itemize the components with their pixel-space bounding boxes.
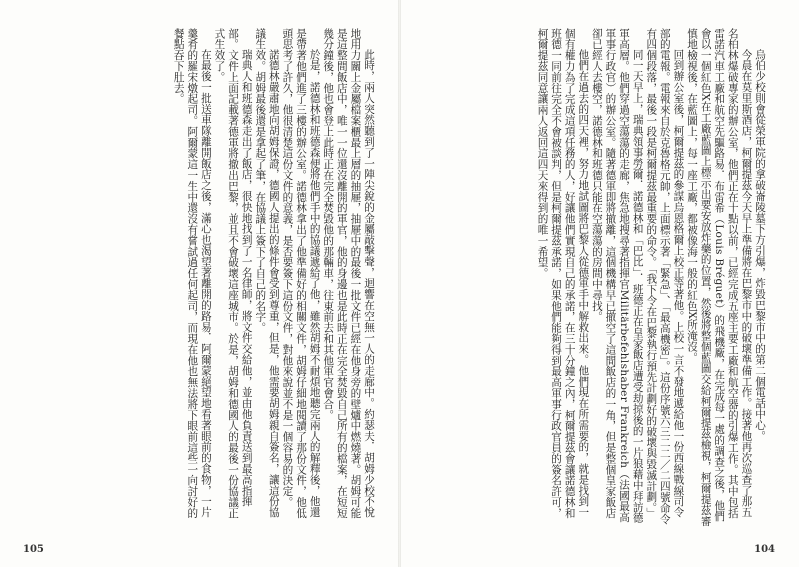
page-number-left: 105 bbox=[23, 544, 44, 555]
paragraph: 烏伯少校則會從榮軍院的拿破崙陵墓下方引爆，炸毀巴黎市中的第二個電話中心。 bbox=[754, 49, 766, 442]
paragraph: 瑞典人和班德森走出了飯店，很快地找到了一名律師，將文件交給他，並由他負責送到最高指揮部。文件上面記載著德軍將撤出巴黎，並且不會破壞這座城市。於是，胡姆和德國人的最後一份協議正式生效了。 bbox=[213, 28, 253, 519]
paragraph: 同一天早上，瑞典領事勞爾．諾德林和「巴比」．班德正在皇家飯店遭受劫掠後的一片狼藉中拜訪德軍高層。他們穿過空蕩蕩的走廊，焦急地搜尋著指揮官Militärbefehlshaber Frankreich（法國最高軍事行政官）的辦公室。隨著德軍即將撤離，這個機構早已撤空了這間飯店的一角，但是整個皇家飯店卻已經人去樓空，諾德林和班德只能在空蕩蕩的房間中尋找。 bbox=[590, 28, 644, 524]
paragraph: 諾德林嚴肅地向胡姆保證，德國人提出的條件會受到尊重，但是，他需要胡姆親自簽名，讓這份協議生效。胡姆最後還是拿起了筆，在協議上簽下了自己的名字。 bbox=[254, 28, 280, 518]
left-page bbox=[0, 0, 399, 567]
paragraph: 此時，兩人突然聽到了一陣尖銳的金屬敲擊聲，迴響在空無一人的走廊中。約瑟夫．胡姆少校不悅地用力關上金屬檔案櫃最上層的抽屜，抽屜中的最後一批文件已經在他身旁的壁爐中燃燒著。胡姆可能是這整間飯店中，唯一一位還沒離開的軍官，他的身邊也是此時正在完全焚毀自己所有的檔案，在短短幾分鐘後，他也會登上此時正在完全焚毀他的那輛車，往東前去和其他軍官會合。 bbox=[322, 28, 375, 519]
right-page-text bbox=[424, 28, 766, 528]
paragraph: 在最後一批送車隊離開飯店之後，滿心也渴望著離開的路易．阿爾蒙絕望地看著眼前的食物，一片羹肴的羅宋燉起司。阿爾蒙這一生中還沒有嘗試過任何起司，而現在他也無法將下眼前這些一向討好的餐點吞下肚去。 bbox=[172, 28, 212, 519]
paragraph: 今晨在莫里斯酒店，柯爾提茲今天早上準備將在巴黎市中的破壞準備工作。接著他再次巡查了那五名柏林爆破專家的辦公室，他們正在十點以前，已經完成五座主要工廠和航空器的引爆工作。其中包括雷諾汽車工廠和航空先驅路易．布雷希（Louis Bréguet）的飛機廠，在完成每一處的調查之後，他們會以一個紅色X在工廠藍圖上標示出要安放炸藥的位置，然後將整個藍圖交給柯爾提茲檢視，柯爾提茲審慎地檢視後，在藍圖上，每一座工廠，都被像海一般的紅色X所淹沒。 bbox=[686, 28, 753, 527]
left-page-text bbox=[33, 28, 375, 528]
page-number-right: 104 bbox=[754, 544, 775, 555]
right-page bbox=[400, 0, 799, 567]
paragraph: 回到辦公室後，柯爾提茲的參謀烏恩格爾上校正等著他。上校一言不發地遞給他一份西線戰線司令部的電報。電報來自於克魯格元帥，上面標示著「緊急」、「最高機密」。這份序號六三二二／二四號命令有四個段落，最後一段是柯爾提茲最重要的命令。「我下令在巴黎執行預先計劃好的破壞與毀滅計劃。」 bbox=[645, 28, 685, 525]
paragraph: 他們在過去的四天裡，努力地試圖將巴黎人從德軍手中解救出來。他們現在所需要的，就是找到一個有權力為了完成這項任務的人，好讓他們實現自己的承諾，在三十分鐘之內，柯爾提茲會讓諾德林和班德一同前往完全不會被談判，但是柯爾提茲承諾，如果他們能夠得到最高軍事行政官員的簽名許可，柯爾提茲同意讓兩人返回這四天來得到的唯一希望。 bbox=[536, 28, 590, 519]
paragraph: 於是，諾德林和班德森便將他們手中的協議遞給了他，雖然胡姆不耐煩地聽完兩人的解釋後，他還是帶著他們進了三樓的辦公室。諾德林拿出了他準備好的相關文件，胡姆仔細地閱讀了那份文件，他低頭思考了許久，他很清楚這份文件的意義，是否要簽下這份文件，對他來說並不是一個容易的決定。 bbox=[281, 28, 321, 519]
